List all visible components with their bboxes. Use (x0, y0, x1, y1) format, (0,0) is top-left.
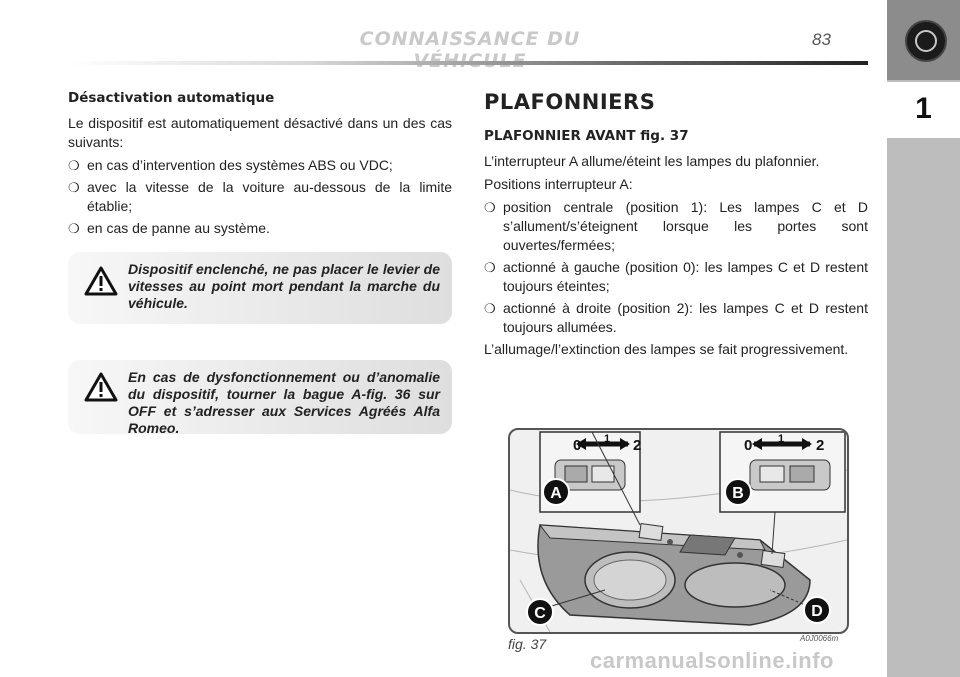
chapter-number: 1 (915, 92, 932, 125)
section-heading-plafonniers: PLAFONNIERS (484, 90, 656, 114)
callout-c-label: C (534, 605, 546, 622)
bullet-circle-icon: ❍ (484, 200, 496, 215)
list-item: ❍ avec la vitesse de la voiture au-dessous de la limite établie; (68, 179, 452, 214)
right-column (484, 90, 868, 363)
alfa-romeo-badge-icon (905, 20, 947, 62)
warning-text-neutral: Dispositif enclenché, ne pas placer le levier de vitesses au point mort pendant la marche du véhicule. (128, 261, 440, 311)
bullet-list-desactivation (68, 156, 452, 238)
running-header-title: CONNAISSANCE DU (359, 28, 581, 50)
warning-triangle-icon (84, 266, 118, 296)
callout-d-label: D (811, 603, 823, 620)
bullet-list-positions (484, 198, 868, 337)
list-item: ❍ position centrale (position 1): Les lampes C et D s’allument/s’éteignent lorsque les portes sont ouvertes/fermées; (484, 199, 868, 253)
paragraph-interrupteur: L’interrupteur A allume/éteint les lampes du plafonnier. (484, 153, 820, 169)
sidebar-lower (887, 140, 960, 677)
figure-37-ceiling-light (508, 428, 849, 634)
bullet-circle-icon: ❍ (68, 221, 80, 236)
warning-box-malfunction (68, 360, 452, 434)
figure-code: A0J0066m (800, 634, 839, 643)
list-item: ❍ en cas d’intervention des systèmes ABS ou VDC; (68, 157, 393, 173)
callout-b-label: B (732, 485, 744, 502)
switch-position-2-label: 2 (633, 437, 642, 454)
warning-triangle-icon (84, 372, 118, 402)
logo-block (887, 0, 960, 80)
warning-box-neutral (68, 252, 452, 324)
paragraph-intro: Le dispositif est automatiquement désactivé dans un des cas suivants: (68, 115, 452, 150)
paragraph-positions: Positions interrupteur A: (484, 176, 633, 192)
page-number: 83 (812, 30, 831, 49)
ceiling-light-illustration (510, 430, 847, 632)
switch-position-0-label: 0 (744, 437, 753, 454)
header-rule (68, 61, 868, 65)
chapter-sidebar (887, 0, 960, 677)
subheading-plafonnier-avant: PLAFONNIER AVANT fig. 37 (484, 128, 689, 144)
warning-text-malfunction: En cas de dysfonctionnement ou d’anomalie du dispositif, tourner la bague A-fig. 36 sur OFF et s’adresser aux Services Agréés Alfa Romeo. (128, 369, 440, 436)
switch-position-1-label: 1 (778, 433, 785, 445)
bullet-circle-icon: ❍ (484, 301, 496, 316)
paragraph-progressive: L’allumage/l’extinction des lampes se fait progressivement. (484, 341, 849, 357)
switch-position-0-label: 0 (573, 437, 582, 454)
list-item: ❍ actionné à droite (position 2): les lampes C et D restent toujours allumées. (484, 300, 868, 335)
bullet-circle-icon: ❍ (68, 180, 80, 195)
section-heading-desactivation: Désactivation automatique (68, 90, 275, 106)
list-item: ❍ en cas de panne au système. (68, 220, 270, 236)
figure-caption: fig. 37 (508, 636, 547, 652)
bullet-circle-icon: ❍ (68, 158, 80, 173)
switch-position-2-label: 2 (816, 437, 825, 454)
list-item: ❍ actionné à gauche (position 0): les lampes C et D restent toujours éteintes; (484, 259, 868, 294)
left-column (68, 90, 452, 241)
watermark: carmanualsonline.info (590, 648, 834, 673)
bullet-circle-icon: ❍ (484, 260, 496, 275)
callout-a-label: A (550, 485, 562, 502)
switch-position-1-label: 1 (604, 433, 611, 445)
